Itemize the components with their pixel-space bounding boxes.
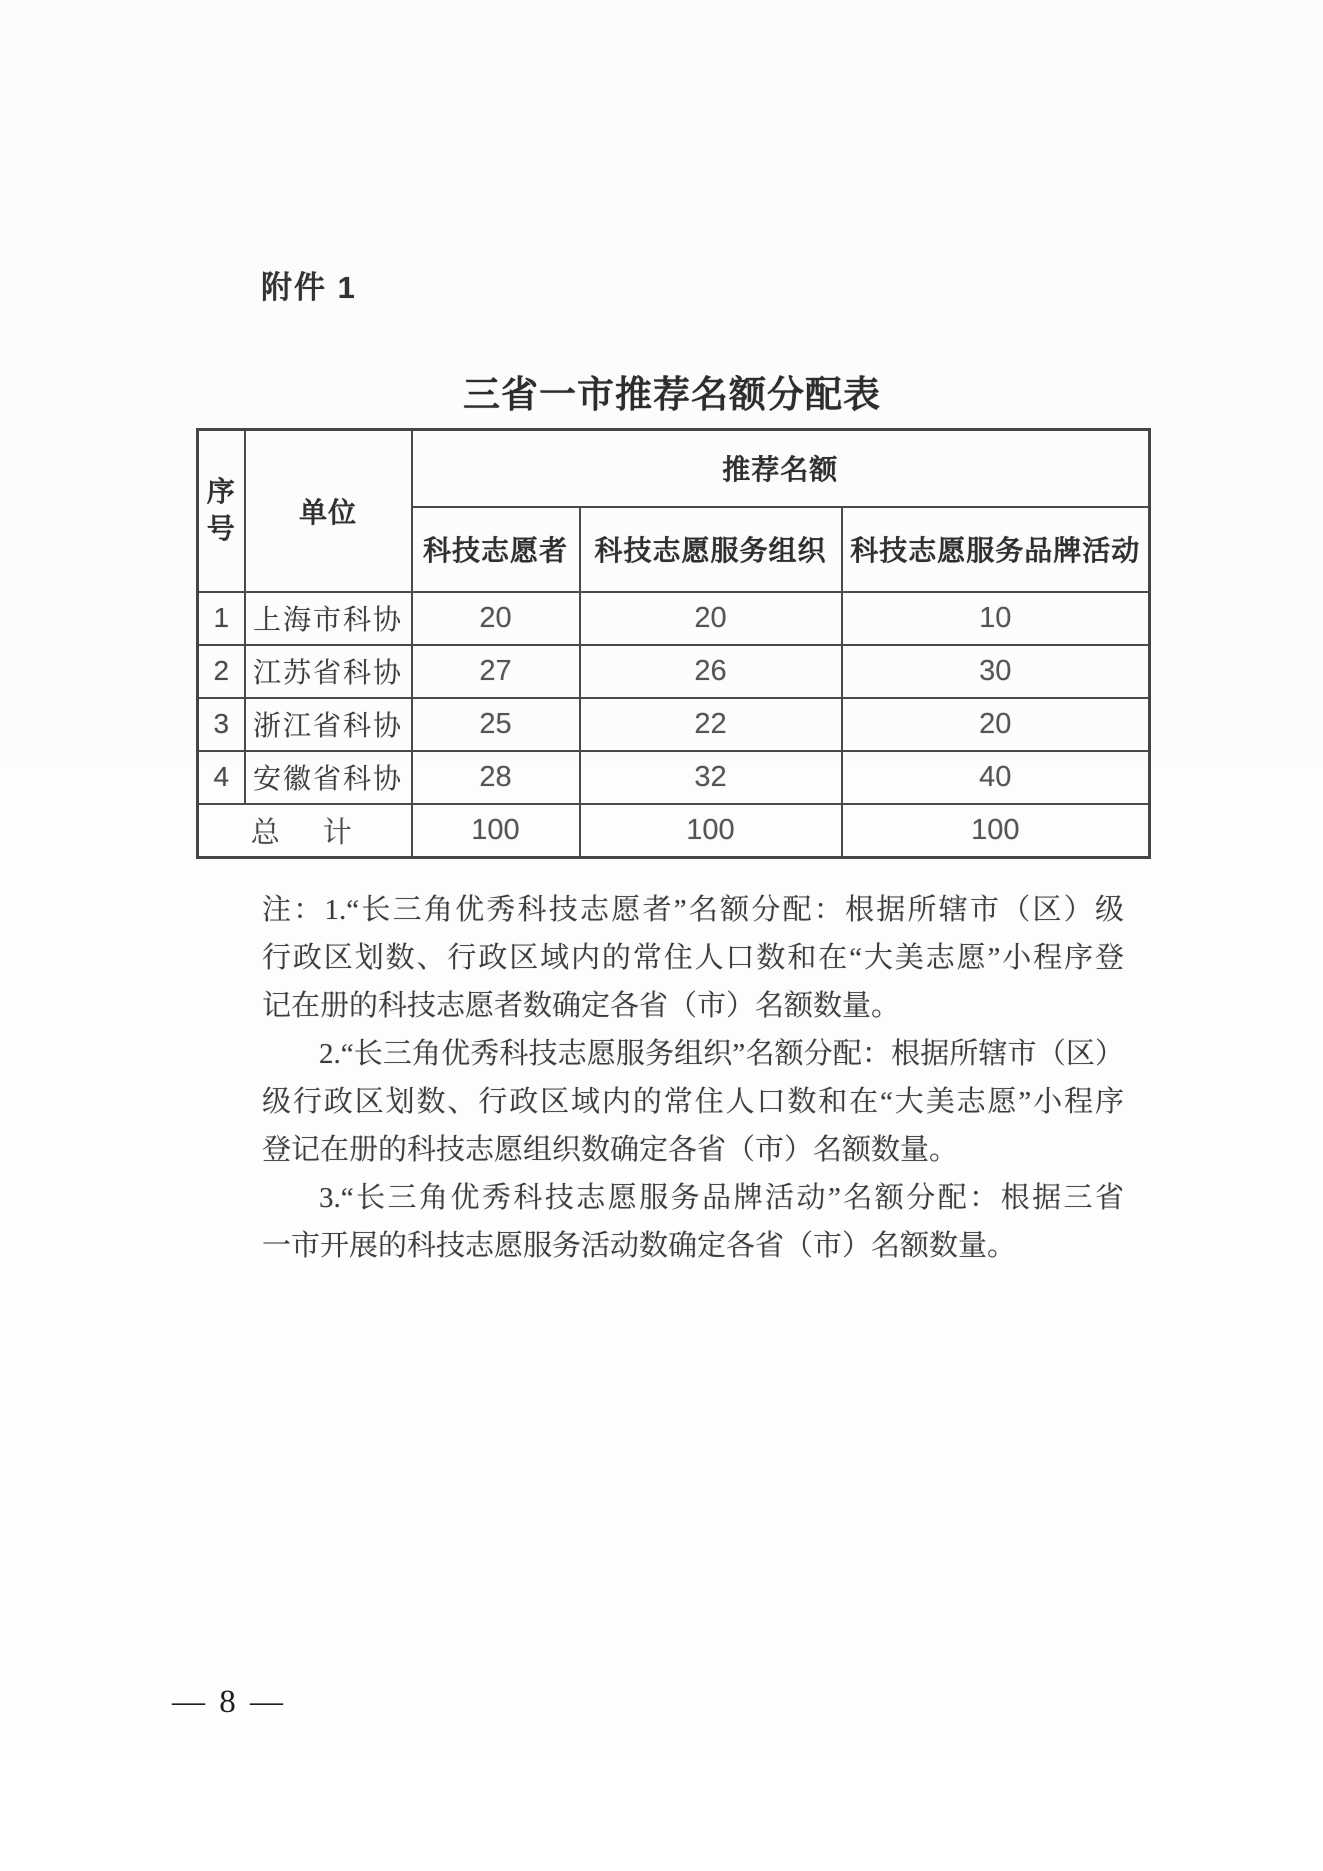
note-line: 记在册的科技志愿者数确定各省（市）名额数量。 [262,990,901,1022]
cell-service-orgs: 26 [580,645,842,698]
cell-brand-activities: 20 [842,698,1150,751]
table-header-group-row [198,430,1150,507]
table-row [198,645,1150,698]
cell-service-orgs: 32 [580,751,842,804]
cell-unit: 江苏省科协 [245,645,412,698]
col-header-service-orgs: 科技志愿服务组织 [580,507,842,592]
table-total-row [198,804,1150,858]
cell-volunteers: 27 [412,645,580,698]
cell-brand-activities: 10 [842,592,1150,645]
note-line: 行政区划数、行政区域内的常住人口数和在“大美志愿”小程序登 [262,942,1124,974]
note-line: 注：1.“长三角优秀科技志愿者”名额分配：根据所辖市（区）级 [262,894,1124,926]
note-line: 2.“长三角优秀科技志愿服务组织”名额分配：根据所辖市（区） [319,1038,1124,1070]
col-header-seq-char1: 序 [206,476,236,508]
cell-brand-activities: 40 [842,751,1150,804]
table-row [198,751,1150,804]
note-line: 3.“长三角优秀科技志愿服务品牌活动”名额分配：根据三省 [319,1182,1124,1214]
quota-table [196,428,1151,859]
cell-total-volunteers: 100 [412,804,580,858]
col-header-unit: 单位 [245,430,412,592]
col-header-volunteers: 科技志愿者 [412,507,580,592]
cell-total-label: 总 计 [198,804,412,858]
col-header-seq-stack [199,478,244,543]
table-title: 三省一市推荐名额分配表 [463,374,881,415]
cell-unit: 安徽省科协 [245,751,412,804]
cell-volunteers: 20 [412,592,580,645]
cell-brand-activities: 30 [842,645,1150,698]
notes-section [262,886,1124,1270]
cell-seq: 3 [198,698,245,751]
col-header-brand-activities: 科技志愿服务品牌活动 [842,507,1150,592]
table-row [198,592,1150,645]
col-header-seq [198,430,245,592]
note-line: 级行政区划数、行政区域内的常住人口数和在“大美志愿”小程序 [262,1086,1124,1118]
col-header-seq-char2: 号 [206,513,236,545]
attachment-label: 附件 1 [261,270,357,305]
table-row [198,698,1150,751]
cell-service-orgs: 22 [580,698,842,751]
cell-seq: 1 [198,592,245,645]
cell-total-brand-activities: 100 [842,804,1150,858]
cell-unit: 上海市科协 [245,592,412,645]
note-line: 登记在册的科技志愿组织数确定各省（市）名额数量。 [262,1134,959,1166]
cell-volunteers: 28 [412,751,580,804]
cell-total-service-orgs: 100 [580,804,842,858]
note-line: 一市开展的科技志愿服务活动数确定各省（市）名额数量。 [262,1230,1017,1262]
cell-seq: 2 [198,645,245,698]
cell-service-orgs: 20 [580,592,842,645]
cell-volunteers: 25 [412,698,580,751]
page-number: — 8 — [172,1684,286,1720]
cell-seq: 4 [198,751,245,804]
col-header-quota-group: 推荐名额 [412,430,1150,507]
cell-unit: 浙江省科协 [245,698,412,751]
